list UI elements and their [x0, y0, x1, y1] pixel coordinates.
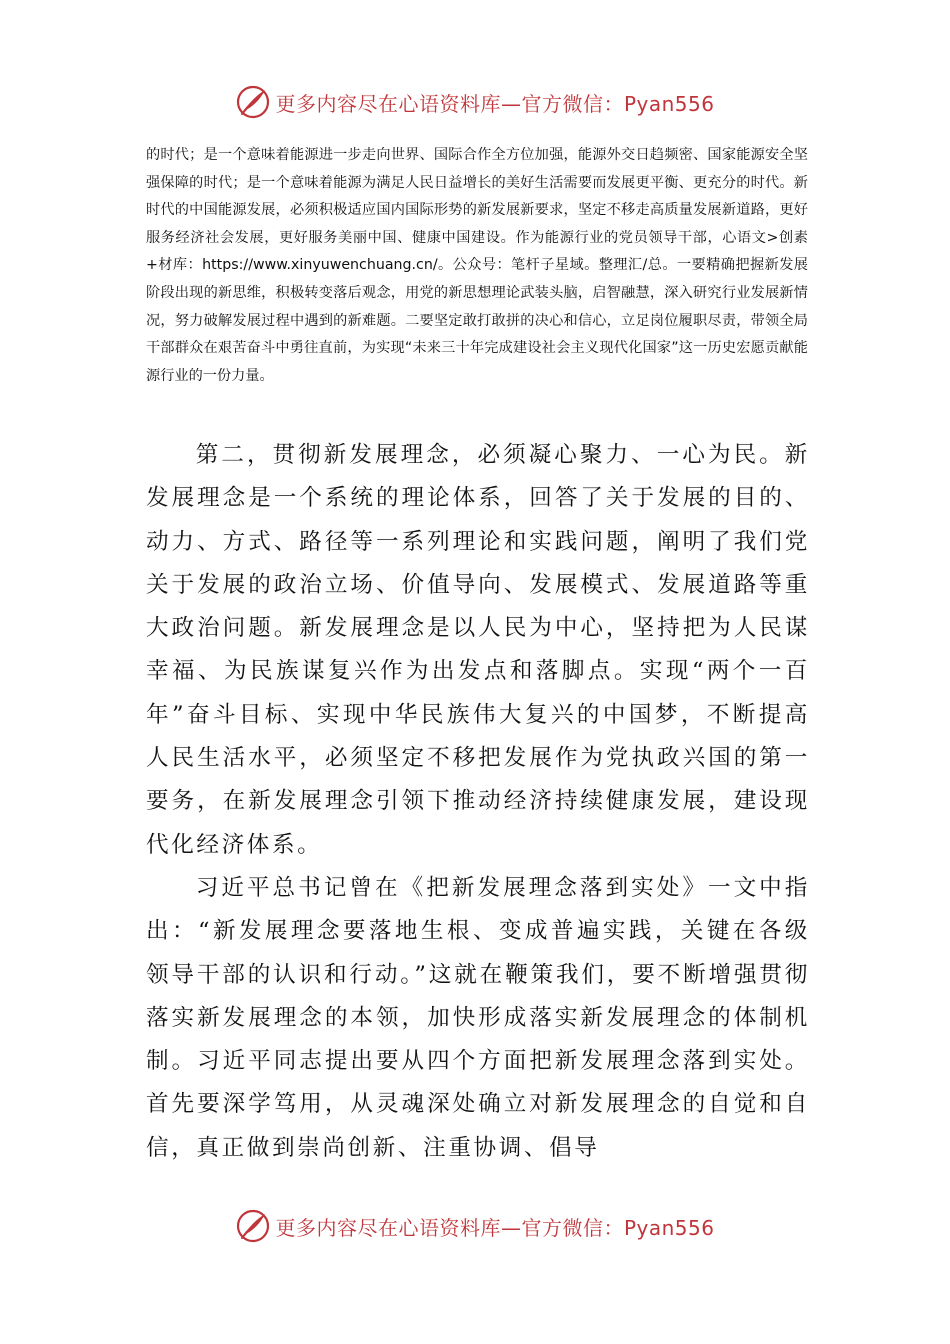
header-banner: [0, 82, 950, 122]
intro-text: 的时代；是一个意味着能源进一步走向世界、国际合作全方位加强，能源外交日趋频密、国家能源安全坚强保障的时代；是一个意味着能源为满足人民日益增长的美好生活需要而发展更平衡、更充分的时代。新时代的中国能源发展，必须积极适应国内国际形势的新发展新要求，坚定不移走高质量发展新道路，更好服务经济社会发展，更好服务美丽中国、健康中国建设。作为能源行业的党员领导干部，心语文>创素+材库：https://www.xinyuwenchuang.cn/。公众号：笔杆子星域。整理汇/总。一要精确把握新发展阶段出现的新思维，积极转变落后观念，用党的新思想理论武装头脑，启智融慧，深入研究行业发展新情况，努力破解发展过程中遇到的新难题。二要坚定敢打敢拼的决心和信心，立足岗位履职尽责，带领全局干部群众在艰苦奋斗中勇往直前，为实现“未来三十年完成建设社会主义现代化国家”这一历史宏愿贡献能源行业的一份力量。: [146, 147, 808, 384]
quill-logo-icon: [235, 1208, 271, 1244]
paragraph-3: 习近平总书记曾在《把新发展理念落到实处》一文中指出：“新发展理念要落地生根、变成普遍实践，关键在各级领导干部的认识和行动。”这就在鞭策我们，要不断增强贯彻落实新发展理念的本领，加快形成落实新发展理念的体制机制。习近平同志提出要从四个方面把新发展理念落到实处。首先要深学笃用，从灵魂深处确立对新发展理念的自觉和自信，真正做到崇尚创新、注重协调、倡导: [146, 874, 810, 1161]
footer-banner: [0, 1206, 950, 1246]
quill-logo-icon: [235, 84, 271, 120]
main-body: [146, 434, 810, 1170]
banner-text: 更多内容尽在心语资料库—官方微信：Pyan556: [275, 1215, 715, 1240]
intro-paragraph: [146, 142, 808, 390]
banner-text: 更多内容尽在心语资料库—官方微信：Pyan556: [275, 91, 715, 116]
paragraph-2: 第二，贯彻新发展理念，必须凝心聚力、一心为民。新发展理念是一个系统的理论体系，回答了关于发展的目的、动力、方式、路径等一系列理论和实践问题，阐明了我们党关于发展的政治立场、价值导向、发展模式、发展道路等重大政治问题。新发展理念是以人民为中心，坚持把为人民谋幸福、为民族谋复兴作为出发点和落脚点。实现“两个一百年”奋斗目标、实现中华民族伟大复兴的中国梦，不断提高人民生活水平，必须坚定不移把发展作为党执政兴国的第一要务，在新发展理念引领下推动经济持续健康发展，建设现代化经济体系。: [146, 442, 810, 858]
